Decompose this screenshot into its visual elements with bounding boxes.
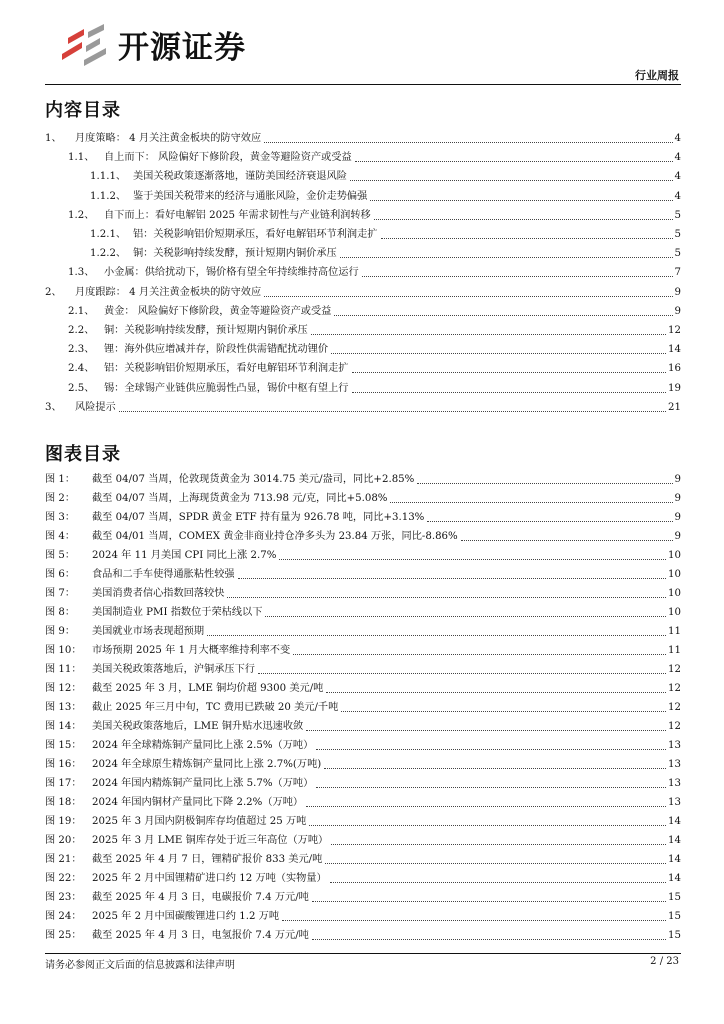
toc-entry[interactable]	[45, 928, 681, 944]
entry-page: 9	[674, 531, 681, 542]
entry-title: 市场预期 2025 年 1 月大概率维持利率不变	[92, 645, 291, 656]
toc-entry[interactable]	[45, 681, 681, 697]
dot-leader	[227, 596, 666, 598]
entry-number: 图 12：	[45, 683, 82, 694]
entry-number: 图 7：	[45, 588, 76, 599]
dot-leader	[265, 615, 666, 617]
entry-title: 截至 04/01 当周，COMEX 黄金非商业持仓净多头为 23.84 万张，同比-8.86%	[92, 531, 458, 542]
toc-entry[interactable]	[45, 548, 681, 564]
entry-page: 13	[668, 797, 681, 808]
toc-entry[interactable]	[45, 567, 681, 583]
dot-leader	[330, 881, 666, 883]
entry-title: 铝：关税影响铝价短期承压，看好电解铝环节利润走扩	[104, 363, 349, 375]
entry-title: 鉴于美国关税带来的经济与通胀风险，金价走势偏强	[133, 190, 368, 202]
dot-leader	[264, 141, 672, 143]
header-divider	[45, 84, 681, 85]
entry-title: 截至 04/07 当周，伦敦现货黄金为 3014.75 美元/盎司，同比+2.85%	[92, 474, 415, 485]
footer-disclaimer: 请务必参阅正文后面的信息披露和法律声明	[45, 960, 235, 971]
entry-title: 2024 年全球精炼铜产量同比上涨 2.5%（万吨）	[92, 740, 314, 751]
entry-number: 图 1：	[45, 474, 76, 485]
toc-entry[interactable]	[45, 586, 681, 602]
toc-entry[interactable]	[68, 361, 681, 377]
dot-leader	[306, 729, 666, 731]
entry-number: 图 16：	[45, 759, 82, 770]
entry-title: 月度跟踪： 4 月关注黄金板块的防守效应	[75, 286, 262, 298]
entry-title: 美国就业市场表现超预期	[92, 626, 205, 637]
entry-number: 图 9：	[45, 626, 76, 637]
toc-entry[interactable]	[45, 738, 681, 754]
entry-number: 图 11：	[45, 664, 82, 675]
toc-entry[interactable]	[45, 776, 681, 792]
toc-entry[interactable]	[45, 662, 681, 678]
toc-entry[interactable]	[68, 150, 681, 166]
entry-title: 自上而下： 风险偏好下修阶段，黄金等避险资产或受益	[104, 152, 352, 164]
entry-title: 2025 年 2 月中国碳酸锂进口约 1.2 万吨	[92, 911, 280, 922]
report-type: 行业周报	[635, 69, 679, 82]
toc-entry[interactable]	[45, 400, 681, 416]
entry-title: 锡：全球锡产业链供应脆弱性凸显，锡价中枢有望上行	[104, 382, 349, 394]
entry-number: 图 25：	[45, 930, 82, 941]
entry-page: 4	[674, 171, 681, 183]
entry-page: 12	[668, 664, 681, 675]
entry-title: 月度策略： 4 月关注黄金板块的防守效应	[75, 133, 262, 144]
entry-number: 2.3、	[68, 344, 95, 356]
toc-entry[interactable]	[45, 814, 681, 830]
entry-page: 10	[668, 569, 681, 580]
entry-number: 2.5、	[68, 382, 95, 394]
entry-title: 风险提示	[75, 401, 116, 413]
dot-leader	[352, 371, 667, 373]
entry-page: 15	[668, 930, 681, 941]
entry-title: 2024 年 11 月美国 CPI 同比上涨 2.7%	[92, 550, 277, 561]
entry-page: 5	[674, 248, 681, 260]
entry-number: 1.2.1、	[90, 229, 127, 240]
entry-number: 图 18：	[45, 797, 82, 808]
toc-entry[interactable]	[45, 909, 681, 925]
entry-number: 2.2、	[68, 325, 95, 336]
dot-leader	[461, 539, 673, 541]
kaiyuan-logo-icon	[60, 24, 112, 66]
toc-entry[interactable]	[45, 472, 681, 488]
entry-page: 21	[668, 401, 681, 413]
page-header	[0, 0, 724, 86]
entry-number: 图 17：	[45, 778, 82, 789]
entry-page: 12	[668, 702, 681, 713]
entry-page: 11	[668, 626, 681, 637]
entry-number: 图 4：	[45, 531, 76, 542]
entry-number: 图 3：	[45, 512, 76, 523]
entry-title: 美国制造业 PMI 指数位于荣枯线以下	[92, 607, 263, 618]
entry-title: 2024 年全球原生精炼铜产量同比上涨 2.7%(万吨)	[92, 759, 322, 770]
toc-entry[interactable]	[45, 529, 681, 545]
entry-page: 12	[668, 721, 681, 732]
entry-page: 9	[674, 286, 681, 298]
toc-entry[interactable]	[45, 510, 681, 526]
dot-leader	[316, 748, 666, 750]
dot-leader	[331, 843, 666, 845]
entry-page: 14	[668, 816, 681, 827]
dot-leader	[362, 275, 673, 277]
entry-title: 截至 2025 年 4 月 3 日，电氢报价 7.4 万元/吨	[92, 930, 309, 941]
toc-entry[interactable]	[45, 700, 681, 716]
entry-page: 15	[668, 892, 681, 903]
entry-page: 14	[668, 344, 681, 356]
entry-page: 9	[674, 512, 681, 523]
toc-entry[interactable]	[45, 605, 681, 621]
toc-entry[interactable]	[45, 757, 681, 773]
entry-number: 图 15：	[45, 740, 82, 751]
dot-leader	[312, 900, 666, 902]
dot-leader	[427, 520, 672, 522]
entry-number: 图 8：	[45, 607, 76, 618]
dot-leader	[279, 558, 666, 560]
dot-leader	[326, 691, 666, 693]
toc-entry[interactable]	[68, 381, 681, 397]
entry-number: 1.1.1、	[90, 171, 127, 183]
brand-name: 开源证券	[118, 30, 246, 66]
entry-title: 美国关税政策逐渐落地，谨防美国经济衰退风险	[133, 171, 347, 183]
entry-title: 截至 2025 年 4 月 7 日，锂精矿报价 833 美元/吨	[92, 854, 323, 865]
entry-title: 截至 04/07 当周，上海现货黄金为 713.98 元/克，同比+5.08%	[92, 493, 388, 504]
entry-page: 13	[668, 778, 681, 789]
entry-title: 小金属：供给扰动下，锡价格有望全年持续维持高位运行	[104, 267, 359, 279]
dot-leader	[306, 805, 666, 807]
entry-number: 3、	[45, 401, 62, 413]
entry-title: 2024 年国内精炼铜产量同比上涨 5.7%（万吨）	[92, 778, 314, 789]
entry-number: 图 20：	[45, 835, 82, 846]
entry-title: 截至 2025 年 3 月，LME 铜均价超 9300 美元/吨	[92, 683, 324, 694]
entry-page: 9	[674, 474, 681, 485]
entry-number: 图 6：	[45, 569, 76, 580]
entry-title: 食品和二手车使得通胀粘性较强	[92, 569, 235, 580]
dot-leader	[350, 179, 673, 181]
toc-entry[interactable]	[68, 304, 681, 320]
entry-page: 9	[674, 305, 681, 317]
entry-page: 10	[668, 550, 681, 561]
entry-number: 图 2：	[45, 493, 76, 504]
entry-page: 14	[668, 854, 681, 865]
entry-page: 19	[668, 382, 681, 394]
entry-page: 7	[674, 267, 681, 279]
toc-entry[interactable]	[45, 890, 681, 906]
dot-leader	[355, 160, 673, 162]
dot-leader	[207, 634, 666, 636]
toc-entry[interactable]	[68, 208, 681, 224]
entry-title: 2024 年国内铜材产量同比下降 2.2%（万吨）	[92, 797, 304, 808]
entry-title: 自下而上：看好电解铝 2025 年需求韧性与产业链利润转移	[104, 209, 371, 221]
toc-entry[interactable]	[45, 833, 681, 849]
toc-entry[interactable]	[68, 342, 681, 358]
entry-page: 4	[674, 133, 681, 144]
entry-title: 2025 年 2 月中国锂精矿进口约 12 万吨（实物量）	[92, 873, 327, 884]
toc-entry[interactable]	[45, 624, 681, 640]
entry-number: 图 21：	[45, 854, 82, 865]
toc-entry[interactable]	[90, 227, 681, 243]
entry-title: 铜：关税影响持续发酵，预计短期内铜价承压	[104, 325, 308, 336]
toc-entry[interactable]	[90, 169, 681, 185]
entry-page: 14	[668, 835, 681, 846]
toc-entry[interactable]	[45, 131, 681, 147]
entry-page: 16	[668, 363, 681, 375]
dot-leader	[309, 824, 666, 826]
footer-divider	[45, 953, 681, 954]
figures-title: 图表目录	[45, 444, 121, 465]
entry-title: 黄金： 风险偏好下修阶段，黄金等避险资产或受益	[104, 305, 332, 317]
dot-leader	[334, 314, 672, 316]
entry-page: 13	[668, 759, 681, 770]
entry-title: 截至 2025 年 4 月 3 日，电碳报价 7.4 万元/吨	[92, 892, 309, 903]
toc-entry[interactable]	[68, 323, 681, 339]
dot-leader	[264, 295, 672, 297]
entry-title: 锂：海外供应增减并存，阶段性供需错配扰动锂价	[104, 344, 329, 356]
toc-entry[interactable]	[45, 285, 681, 301]
toc-title: 内容目录	[45, 100, 121, 121]
entry-page: 4	[674, 152, 681, 164]
dot-leader	[341, 710, 666, 712]
entry-page: 10	[668, 588, 681, 599]
dot-leader	[282, 919, 666, 921]
entry-title: 2025 年 3 月国内阴极铜库存均值超过 25 万吨	[92, 816, 307, 827]
footer-page-number: 2 / 23	[650, 956, 679, 967]
dot-leader	[324, 767, 666, 769]
toc-entry[interactable]	[45, 719, 681, 735]
entry-title: 截至 04/07 当周，SPDR 黄金 ETF 持有量为 926.78 吨，同比+3.13%	[92, 512, 425, 523]
entry-number: 2.4、	[68, 363, 95, 375]
dot-leader	[316, 786, 666, 788]
dot-leader	[325, 862, 666, 864]
dot-leader	[258, 672, 666, 674]
entry-number: 图 22：	[45, 873, 82, 884]
entry-title: 2025 年 3 月 LME 铜库存处于近三年高位（万吨）	[92, 835, 329, 846]
entry-page: 11	[668, 645, 681, 656]
entry-page: 13	[668, 740, 681, 751]
entry-page: 14	[668, 873, 681, 884]
entry-title: 美国关税政策落地后，沪铜承压下行	[92, 664, 255, 675]
entry-number: 1.1.2、	[90, 190, 127, 202]
entry-title: 美国关税政策落地后，LME 铜升贴水迅速收敛	[92, 721, 304, 732]
dot-leader	[374, 218, 673, 220]
entry-number: 2、	[45, 286, 62, 298]
entry-number: 图 14：	[45, 721, 82, 732]
entry-page: 5	[674, 229, 681, 240]
entry-number: 图 13：	[45, 702, 82, 713]
toc-entry[interactable]	[68, 265, 681, 281]
entry-page: 4	[674, 190, 681, 202]
entry-number: 1.1、	[68, 152, 95, 164]
toc-entry[interactable]	[45, 491, 681, 507]
toc-entry[interactable]	[45, 852, 681, 868]
toc-entry[interactable]	[45, 643, 681, 659]
entry-title: 铜：关税影响持续发酵，预计短期内铜价承压	[133, 248, 337, 260]
entry-page: 12	[668, 325, 681, 336]
entry-number: 图 10：	[45, 645, 82, 656]
logo	[60, 22, 246, 67]
dot-leader	[238, 577, 666, 579]
dot-leader	[331, 352, 666, 354]
entry-title: 美国消费者信心指数回落较快	[92, 588, 225, 599]
entry-number: 图 5：	[45, 550, 76, 561]
entry-page: 12	[668, 683, 681, 694]
dot-leader	[381, 237, 673, 239]
entry-number: 图 19：	[45, 816, 82, 827]
entry-number: 1.2、	[68, 209, 95, 221]
entry-page: 5	[674, 209, 681, 221]
dot-leader	[293, 653, 666, 655]
toc-entry[interactable]	[90, 189, 681, 205]
entry-page: 10	[668, 607, 681, 618]
toc-entry[interactable]	[45, 871, 681, 887]
dot-leader	[119, 410, 666, 412]
toc-entry[interactable]	[90, 246, 681, 262]
dot-leader	[352, 391, 667, 393]
dot-leader	[417, 482, 672, 484]
dot-leader	[390, 501, 672, 503]
entry-number: 图 23：	[45, 892, 82, 903]
entry-page: 9	[674, 493, 681, 504]
entry-number: 2.1、	[68, 305, 95, 317]
entry-number: 图 24：	[45, 911, 82, 922]
entry-title: 铝：关税影响铝价短期承压，看好电解铝环节利润走扩	[133, 229, 378, 240]
dot-leader	[312, 938, 666, 940]
entry-title: 截止 2025 年三月中旬，TC 费用已跌破 20 美元/千吨	[92, 702, 339, 713]
entry-number: 1.3、	[68, 267, 95, 279]
entry-page: 15	[668, 911, 681, 922]
dot-leader	[370, 199, 672, 201]
dot-leader	[311, 333, 666, 335]
entry-number: 1、	[45, 133, 62, 144]
toc-entry[interactable]	[45, 795, 681, 811]
entry-number: 1.2.2、	[90, 248, 127, 260]
dot-leader	[340, 256, 673, 258]
